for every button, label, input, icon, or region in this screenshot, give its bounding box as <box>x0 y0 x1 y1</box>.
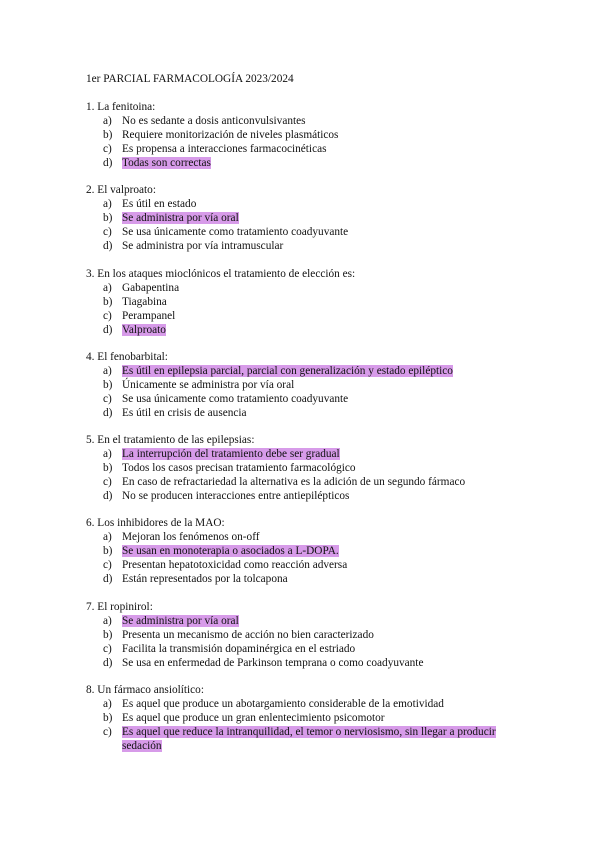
question-4 <box>86 350 516 420</box>
question-1 <box>86 100 516 170</box>
option-a <box>86 114 516 128</box>
option-letter: c) <box>103 476 112 488</box>
highlighted-answer: Se administra por vía oral <box>122 615 239 627</box>
option-letter: a) <box>103 198 112 210</box>
option-letter: a) <box>103 365 112 377</box>
highlighted-answer: Es útil en epilepsia parcial, parcial con generalización y estado epiléptico <box>122 365 453 377</box>
option-letter: d) <box>103 324 113 336</box>
options-list <box>86 114 516 170</box>
option-letter: b) <box>103 379 113 391</box>
option-text: Se administra por vía intramuscular <box>122 240 284 252</box>
option-b <box>86 461 516 475</box>
question-stem: 5. En el tratamiento de las epilepsias: <box>86 434 255 446</box>
option-letter: a) <box>103 615 112 627</box>
document-title: 1er PARCIAL FARMACOLOGÍA 2023/2024 <box>86 73 294 85</box>
option-b <box>86 295 516 309</box>
option-d <box>86 323 516 337</box>
option-letter: d) <box>103 407 113 419</box>
option-text: Es útil en estado <box>122 198 197 210</box>
options-list <box>86 697 516 753</box>
question-stem: 6. Los inhibidores de la MAO: <box>86 517 225 529</box>
option-d <box>86 156 516 170</box>
option-letter: d) <box>103 157 113 169</box>
option-letter: b) <box>103 629 113 641</box>
option-letter: c) <box>103 310 112 322</box>
option-d <box>86 489 516 503</box>
option-text: No es sedante a dosis anticonvulsivantes <box>122 115 306 127</box>
option-letter: b) <box>103 462 113 474</box>
option-letter: b) <box>103 545 113 557</box>
question-5 <box>86 433 516 503</box>
question-stem: 3. En los ataques mioclónicos el tratamiento de elección es: <box>86 268 356 280</box>
option-b <box>86 628 516 642</box>
option-letter: c) <box>103 643 112 655</box>
question-stem: 4. El fenobarbital: <box>86 351 168 363</box>
option-letter: b) <box>103 296 113 308</box>
option-text: Es aquel que produce un gran enlentecimiento psicomotor <box>122 712 385 724</box>
highlighted-answer: La interrupción del tratamiento debe ser gradual <box>122 448 340 460</box>
option-letter: a) <box>103 698 112 710</box>
option-letter: c) <box>103 393 112 405</box>
question-3 <box>86 267 516 337</box>
option-b <box>86 211 516 225</box>
option-c <box>86 475 516 489</box>
question-2 <box>86 183 516 253</box>
option-letter: a) <box>103 448 112 460</box>
option-text: Es propensa a interacciones farmacocinéticas <box>122 143 327 155</box>
option-a <box>86 364 516 378</box>
option-c <box>86 392 516 406</box>
question-6 <box>86 516 516 586</box>
highlighted-answer: Valproato <box>122 324 166 336</box>
option-letter: b) <box>103 712 113 724</box>
option-text: Gabapentina <box>122 282 180 294</box>
option-text: Es aquel que produce un abotargamiento considerable de la emotividad <box>122 698 444 710</box>
option-text: Es útil en crisis de ausencia <box>122 407 247 419</box>
option-letter: d) <box>103 490 113 502</box>
option-a <box>86 281 516 295</box>
highlighted-answer: Se administra por vía oral <box>122 212 239 224</box>
options-list <box>86 364 516 420</box>
option-letter: d) <box>103 240 113 252</box>
option-text: No se producen interacciones entre antiepilépticos <box>122 490 350 502</box>
option-c <box>86 142 516 156</box>
option-d <box>86 406 516 420</box>
options-list <box>86 614 516 670</box>
option-b <box>86 378 516 392</box>
option-letter: a) <box>103 531 112 543</box>
option-c <box>86 558 516 572</box>
option-c <box>86 309 516 323</box>
option-text: Todos los casos precisan tratamiento farmacológico <box>122 462 356 474</box>
option-a <box>86 197 516 211</box>
option-d <box>86 239 516 253</box>
option-text: Únicamente se administra por vía oral <box>122 379 295 391</box>
option-text: Requiere monitorización de niveles plasmáticos <box>122 129 339 141</box>
option-letter: c) <box>103 726 112 738</box>
option-a <box>86 614 516 628</box>
option-letter: b) <box>103 212 113 224</box>
options-list <box>86 530 516 586</box>
question-8 <box>86 683 516 753</box>
option-c <box>86 642 516 656</box>
question-stem: 1. La fenitoina: <box>86 101 156 113</box>
options-list <box>86 447 516 503</box>
option-d <box>86 572 516 586</box>
option-text: Se usa únicamente como tratamiento coadyuvante <box>122 226 349 238</box>
option-letter: d) <box>103 657 113 669</box>
option-c <box>86 725 516 753</box>
option-text: Perampanel <box>122 310 176 322</box>
option-letter: c) <box>103 559 112 571</box>
option-a <box>86 697 516 711</box>
option-text: Se usa únicamente como tratamiento coadyuvante <box>122 393 349 405</box>
option-b <box>86 711 516 725</box>
option-text: Presentan hepatotoxicidad como reacción adversa <box>122 559 348 571</box>
option-text: Facilita la transmisión dopaminérgica en el estriado <box>122 643 356 655</box>
options-list <box>86 281 516 337</box>
option-d <box>86 656 516 670</box>
highlighted-answer: Todas son correctas <box>122 157 211 169</box>
option-b <box>86 128 516 142</box>
option-text: Tiagabina <box>122 296 167 308</box>
question-stem: 8. Un fármaco ansiolítico: <box>86 684 204 696</box>
option-text: Presenta un mecanismo de acción no bien caracterizado <box>122 629 374 641</box>
option-text: Están representados por la tolcapona <box>122 573 288 585</box>
option-letter: c) <box>103 143 112 155</box>
highlighted-answer: Se usan en monoterapia o asociados a L-DOPA. <box>122 545 339 557</box>
option-letter: a) <box>103 282 112 294</box>
option-b <box>86 544 516 558</box>
option-a <box>86 530 516 544</box>
option-text: Se usa en enfermedad de Parkinson temprana o como coadyuvante <box>122 657 424 669</box>
option-letter: a) <box>103 115 112 127</box>
option-letter: c) <box>103 226 112 238</box>
option-letter: b) <box>103 129 113 141</box>
option-text: En caso de refractariedad la alternativa es la adición de un segundo fármaco <box>122 476 466 488</box>
option-text: Mejoran los fenómenos on-off <box>122 531 260 543</box>
question-stem: 2. El valproato: <box>86 184 156 196</box>
options-list <box>86 197 516 253</box>
option-c <box>86 225 516 239</box>
option-a <box>86 447 516 461</box>
highlighted-answer: Es aquel que reduce la intranquilidad, el temor o nerviosismo, sin llegar a producir sedación <box>122 726 496 752</box>
question-stem: 7. El ropinirol: <box>86 601 153 613</box>
question-7 <box>86 600 516 670</box>
option-letter: d) <box>103 573 113 585</box>
